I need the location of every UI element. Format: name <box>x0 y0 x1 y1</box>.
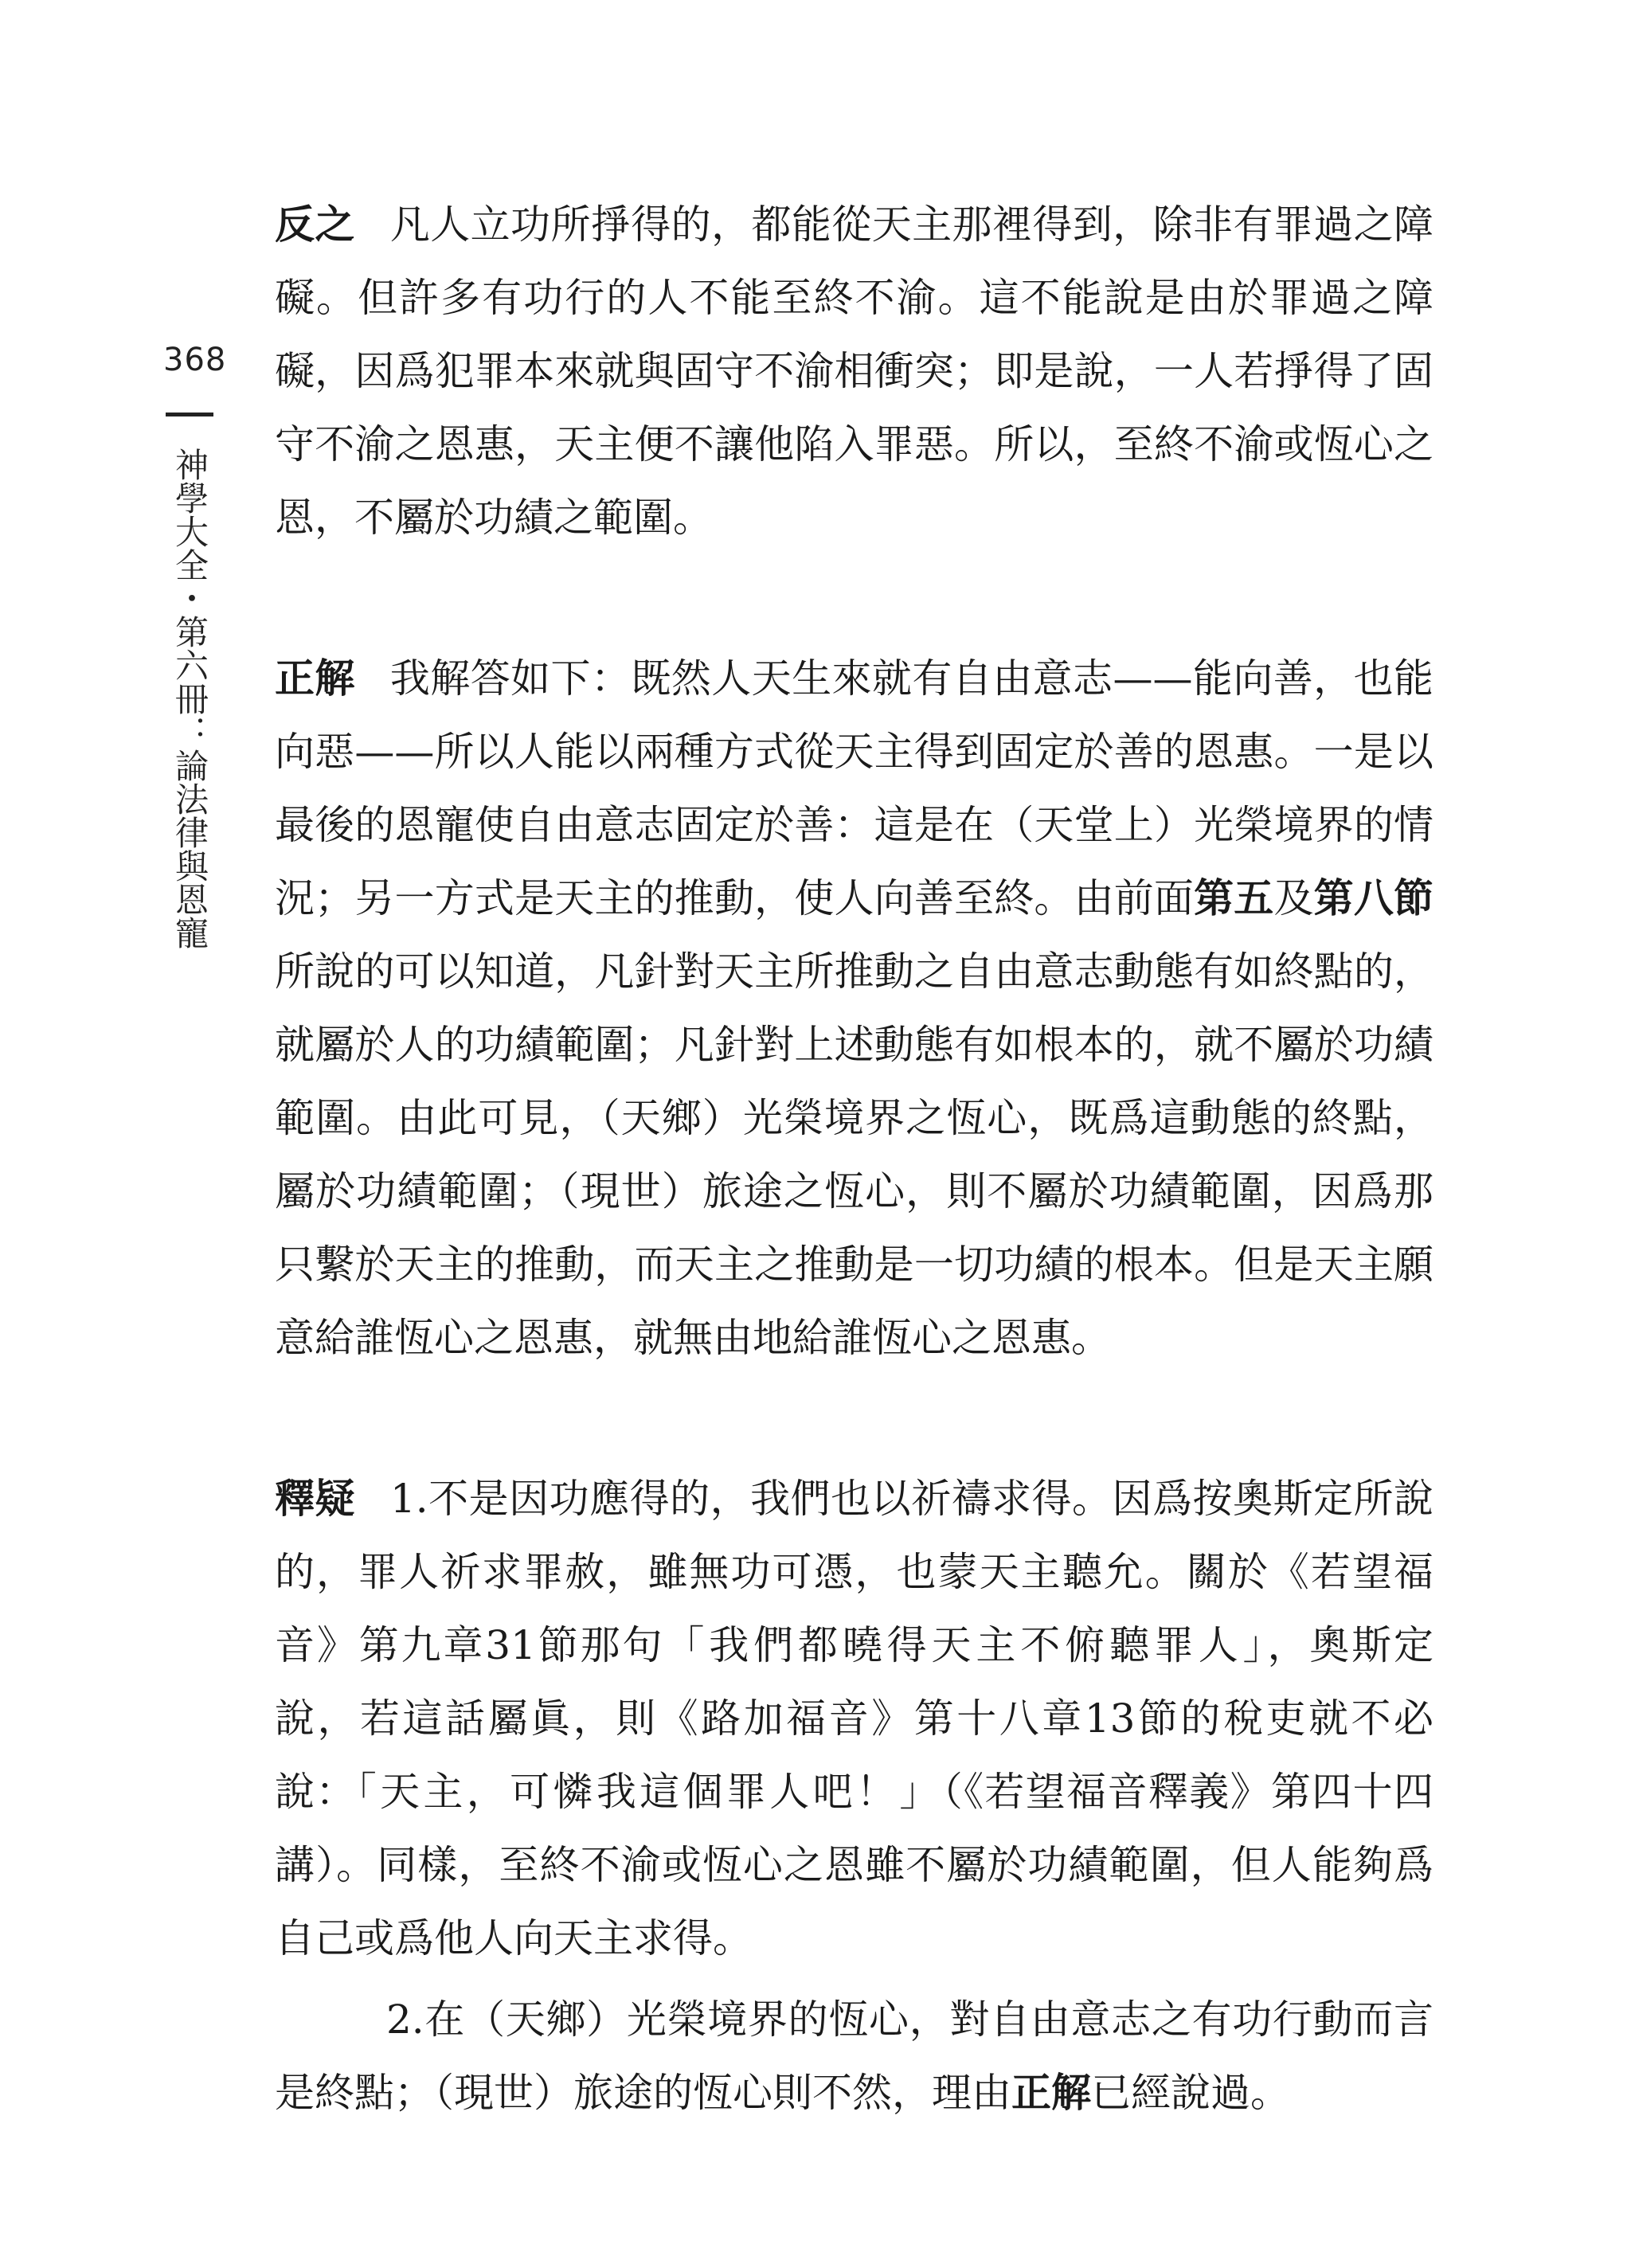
reply-1-quote-1: 「我們都曉得天主不俯聽罪人」 <box>664 1622 1268 1668</box>
reply-2-text-b: 已經說過。 <box>1091 2070 1290 2116</box>
answer-paragraph <box>275 642 1433 1374</box>
objection-paragraph <box>275 188 1433 554</box>
objection-text: 凡人立功所掙得的，都能從天主那裡得到，除非有罪過之障礙。但許多有功行的人不能至終不渝。這不能說是由於罪過之障礙，因爲犯罪本來就與固守不渝相衝突；即是說，一人若掙得了固守不渝之恩惠，天主便不讓他陷入罪惡。所以，至終不渝或恆心之恩，不屬於功績之範圍。 <box>275 201 1434 541</box>
reply-1-text-c: （《若望福音釋義》第四十四講）。同樣，至終不渝或恆心之恩雖不屬於功績範圍，但人能夠爲自己或爲他人向天主求得。 <box>275 1769 1434 1961</box>
answer-lead: 正解 <box>275 655 355 702</box>
reply-1-text-b: ，奧斯定說，若這話屬眞，則《路加福音》第十八章13節的稅吏就不必說： <box>275 1622 1434 1815</box>
answer-text-c: 所說的可以知道，凡針對天主所推動之自由意志動態有如終點的，就屬於人的功績範圍；凡針對上述動態有如根本的，就不屬於功績範圍。由此可見，（天鄉）光榮境界之恆心，既爲這動態的終點，屬於功績範圍；（現世）旅途之恆心，則不屬於功績範圍，因爲那只繫於天主的推動，而天主之推動是一切功績的根本。但是天主願意給誰恆心之恩惠，就無由地給誰恆心之恩惠。 <box>275 948 1433 1361</box>
reply-1-text-a: 1.不是因功應得的，我們也以祈禱求得。因爲按奧斯定所說的，罪人祈求罪赦，雖無功可憑，也蒙天主聽允。關於《若望福音》第九章31節那句 <box>275 1476 1433 1668</box>
page-content <box>275 188 1433 2129</box>
reply-paragraph-2 <box>275 1983 1433 2129</box>
page-number: 368 <box>163 342 227 378</box>
answer-ref-eighth: 第八節 <box>1313 875 1434 921</box>
answer-text-a: 我解答如下：既然人天生來就有自由意志——能向善，也能向惡——所以人能以兩種方式從天主得到固定於善的恩惠。一是以最後的恩寵使自由意志固定於善：這是在（天堂上）光榮境界的情況；另一方式是天主的推動，使人向善至終。由前面 <box>275 655 1434 921</box>
objection-lead: 反之 <box>275 201 355 248</box>
answer-ref-fifth: 第五 <box>1194 875 1274 921</box>
reply-1-quote-2: 「天主，可憐我這個罪人吧！」 <box>356 1769 943 1815</box>
running-title: 神學大全・第六冊：論法律與恩寵 <box>170 448 209 949</box>
reply-2-text-a: 2.在（天鄉）光榮境界的恆心，對自由意志之有功行動而言是終點；（現世）旅途的恆心則不然，理由 <box>275 1996 1433 2116</box>
answer-text-b: 及 <box>1273 875 1314 921</box>
reply-lead: 釋疑 <box>275 1476 355 1522</box>
margin-rule <box>166 413 213 416</box>
reply-2-ref-answer: 正解 <box>1011 2070 1091 2116</box>
reply-paragraph-1 <box>275 1462 1433 1975</box>
